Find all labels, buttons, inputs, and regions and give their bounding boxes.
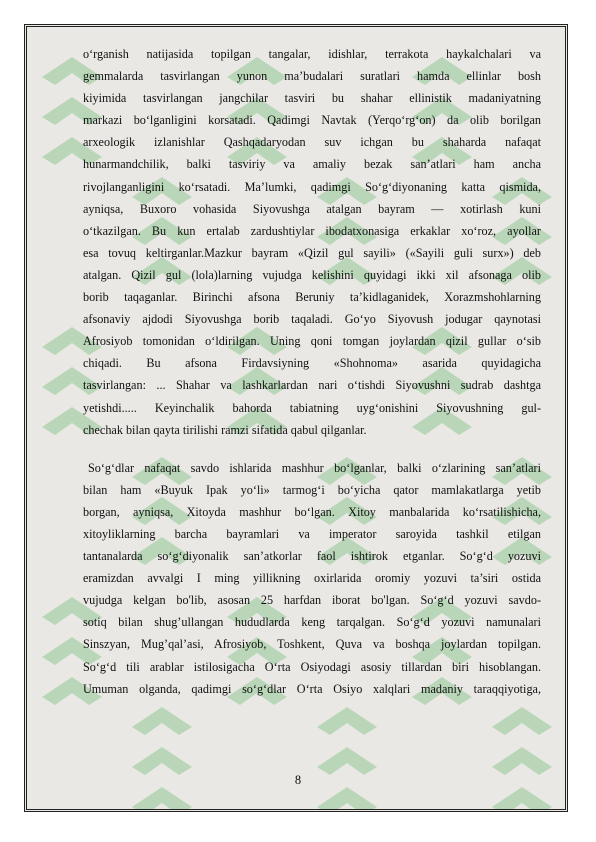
text-line: o‘tkazilgan. Bu kun ertalab zardushtiylar ibodatxonasiga erkaklar xo‘roz, ayollar — [83, 223, 541, 238]
text-line: borgan, ayniqsa, Xitoyda mashhur bo‘lgan. Xitoy manbalarida ko‘rsatilishicha, — [83, 504, 541, 519]
text-line: afsonaviy ajdodi Siyovushga borib taqaladi. Go‘yo Siyovush jodugar qaynotasi — [83, 312, 541, 327]
text-line: borib taqaganlar. Birinchi afsona Beruniy ta’kidlaganidek, Xorazmshohlarning — [83, 290, 541, 305]
paragraph-2 — [83, 457, 541, 700]
text-line: chechak bilan qayta tirilishi ramzi sifatida qabul qilganlar. — [83, 422, 367, 437]
paragraph-gap — [83, 441, 541, 457]
text-line: o‘rganish natijasida topilgan tangalar, idishlar, terrakota haykalchalari va — [83, 47, 541, 61]
text-line: So‘g‘d tili arablar istilosigacha O‘rta Osiyodagi asosiy tillardan biri hisoblangan. — [83, 659, 541, 674]
text-line: gemmalarda tasvirlangan yunon ma’budalari suratlari hamda ellinlar bosh — [83, 69, 541, 84]
paragraph-1 — [83, 43, 541, 441]
text-line: bilan ham «Buyuk Ipak yo‘li» tarmog‘i bo‘yicha qator mamlakatlarga yetib — [83, 482, 541, 497]
text-line: markazi bo‘lganligini korsatadi. Qadimgi Navtak (Yerqo‘rg‘on) da olib borilgan — [83, 113, 541, 128]
text-line: arxeologik izlanishlar Qashqadaryodan suv ichgan bu shaharda nafaqat — [83, 135, 541, 150]
text-line: vujudga kelgan bo'lib, asosan 25 harfdan iborat bo'lgan. So‘g‘d yozuvi savdo- — [83, 593, 541, 608]
text-line: xitoyliklarning barcha bayramlari va imperator saroyida tashkil etilgan — [83, 526, 541, 541]
text-line: atalgan. Qizil gul (lola)larning vujudga kelishini quyidagi ikki xil afsonaga olib — [83, 267, 541, 282]
text-line: yetishdi..... Keyinchalik bahorda tabiatning uyg‘onishini Siyovushning gul- — [83, 400, 541, 415]
page-number: 8 — [294, 773, 302, 787]
text-line: ayniqsa, Buxoro vohasida Siyovushga atalgan bayram — xotirlash kuni — [83, 201, 541, 216]
text-line: rivojlanganligini ko‘rsatadi. Ma’lumki, qadimgi So‘g‘diyonaning katta qismida, — [83, 179, 541, 194]
text-line: Afrosiyob tomonidan o‘ldirilgan. Uning qoni tomgan joylardan qizil gullar o‘sib — [83, 334, 541, 349]
text-line: hunarmandchilik, balki tasviriy va amaliy bezak san’atlari ham ancha — [83, 157, 541, 172]
text-line: tasvirlangan: ... Shahar va lashkarlardan nari o‘tishdi Siyovushni sudrab dashtga — [83, 378, 541, 393]
text-line: eramizdan avvalgi I ming yillikning oxirlarida oromiy yozuvi ta’siri ostida — [83, 571, 541, 586]
document-body — [83, 43, 541, 700]
text-line: sotiq bilan shug’ullangan hududlarda keng tarqalgan. So‘g‘d yozuvi namunalari — [83, 615, 541, 630]
text-line: Umuman olganda, qadimgi so‘g‘dlar O‘rta Osiyo xalqlari madaniy taraqqiyotiga, — [83, 681, 541, 696]
text-line: So‘g‘dlar nafaqat savdo ishlarida mashhur bo‘lganlar, balki o‘zlarining san’atlari — [88, 460, 541, 475]
text-line: esa tovuq keltirganlar.Mazkur bayram «Qizil gul sayili» («Sayili guli surx») deb — [83, 245, 541, 260]
text-line: chiqadi. Bu afsona Firdavsiyning «Shohnoma» asarida quyidagicha — [83, 356, 541, 371]
text-line: kiyimida tasvirlangan jangchilar tasviri bu shahar ellinistik madaniyatning — [83, 91, 541, 106]
text-line: tantanalarda so‘g‘diyonalik san’atkorlar faol ishtirok etganlar. So‘g‘d yozuvi — [83, 549, 541, 564]
text-line: Sinszyan, Mug’qal’asi, Afrosiyob, Toshkent, Quva va boshqa joylardan topilgan. — [83, 637, 541, 652]
